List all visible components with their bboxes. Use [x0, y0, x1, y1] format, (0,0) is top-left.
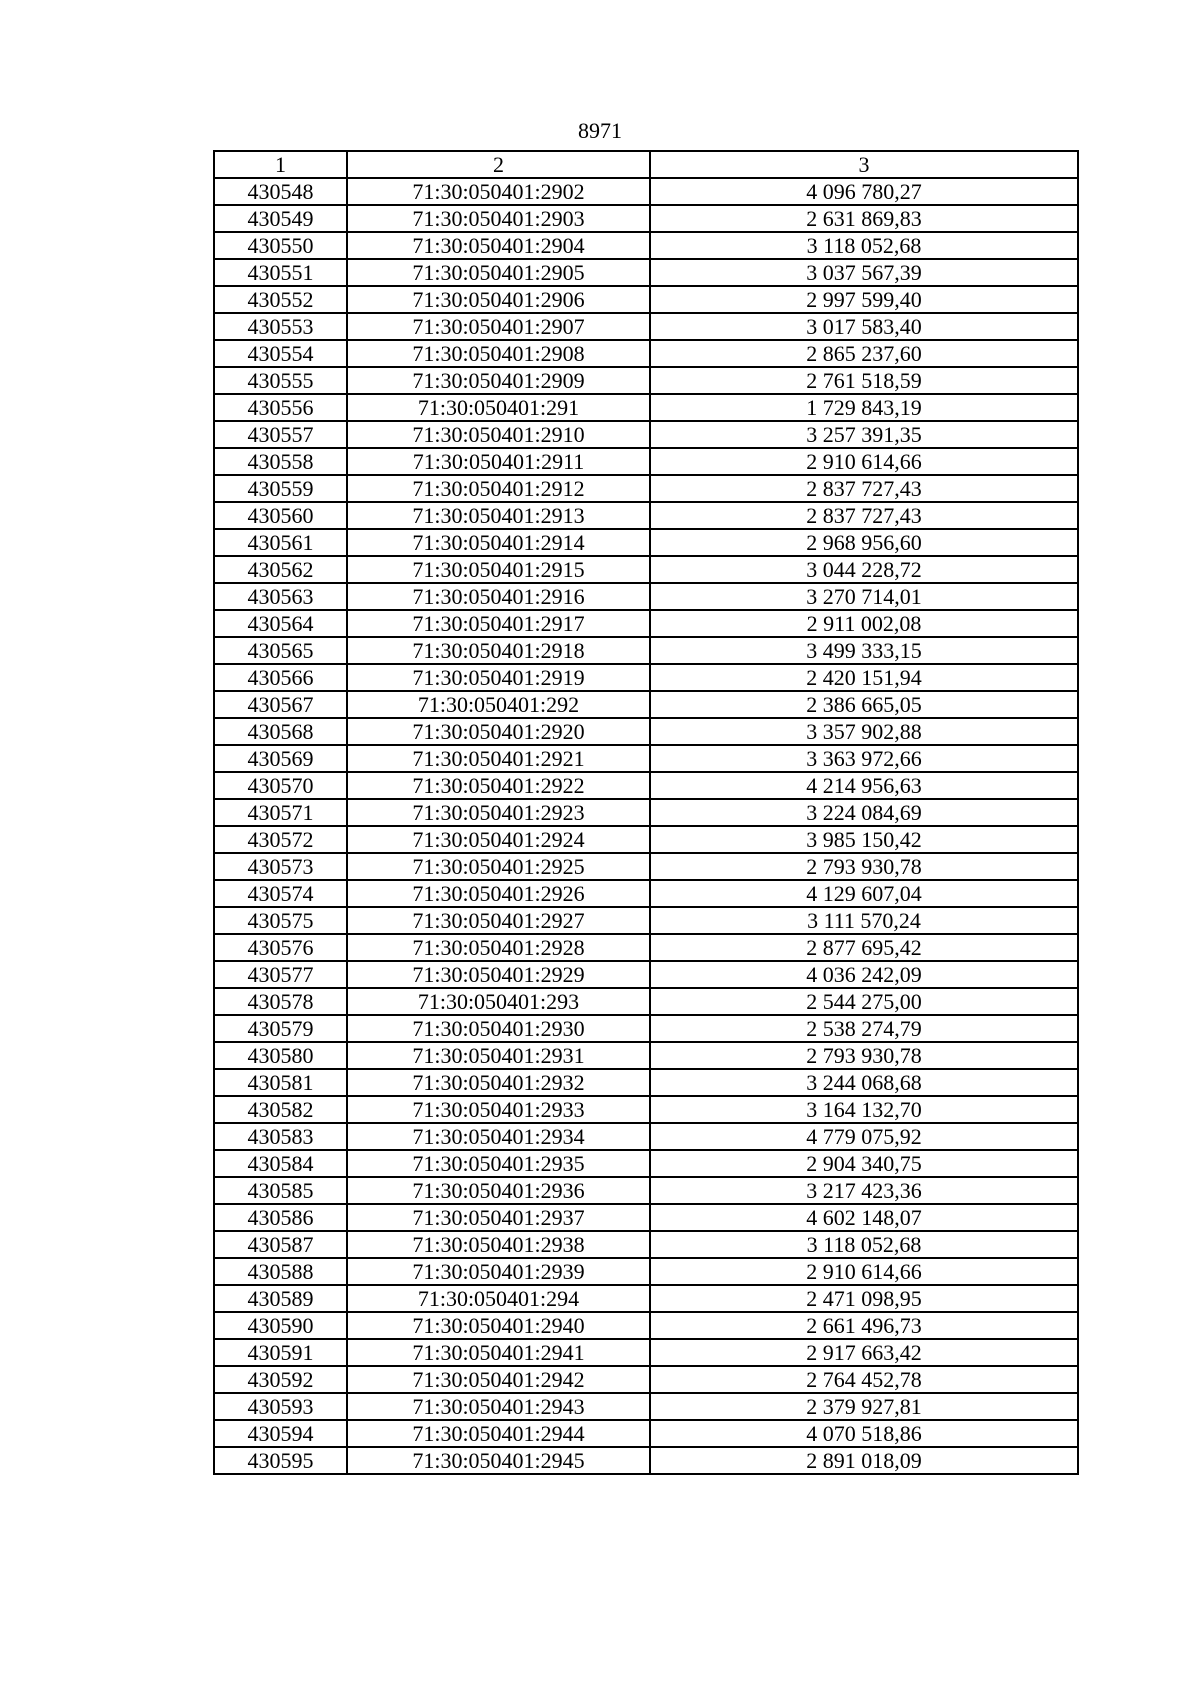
- value-cell: 4 070 518,86: [650, 1420, 1078, 1447]
- value-cell: 2 917 663,42: [650, 1339, 1078, 1366]
- table-row: [214, 259, 1078, 286]
- table-row: [214, 1231, 1078, 1258]
- cadastral-number-cell: 71:30:050401:2921: [347, 745, 650, 772]
- table-row: [214, 826, 1078, 853]
- table-row: [214, 1150, 1078, 1177]
- cadastral-number-cell: 71:30:050401:2944: [347, 1420, 650, 1447]
- table-row: [214, 1258, 1078, 1285]
- value-cell: 2 910 614,66: [650, 1258, 1078, 1285]
- cadastral-number-cell: 71:30:050401:2936: [347, 1177, 650, 1204]
- cadastral-number-cell: 71:30:050401:2930: [347, 1015, 650, 1042]
- row-number-cell: 430580: [214, 1042, 347, 1069]
- table-row: [214, 367, 1078, 394]
- value-cell: 2 761 518,59: [650, 367, 1078, 394]
- cadastral-number-cell: 71:30:050401:2935: [347, 1150, 650, 1177]
- value-cell: 2 837 727,43: [650, 475, 1078, 502]
- table-row: [214, 1204, 1078, 1231]
- cadastral-number-cell: 71:30:050401:2942: [347, 1366, 650, 1393]
- value-cell: 3 985 150,42: [650, 826, 1078, 853]
- row-number-cell: 430560: [214, 502, 347, 529]
- value-cell: 3 118 052,68: [650, 232, 1078, 259]
- table-row: [214, 448, 1078, 475]
- table-row: [214, 583, 1078, 610]
- cadastral-number-cell: 71:30:050401:293: [347, 988, 650, 1015]
- cadastral-number-cell: 71:30:050401:2929: [347, 961, 650, 988]
- row-number-cell: 430589: [214, 1285, 347, 1312]
- table-row: [214, 664, 1078, 691]
- row-number-cell: 430565: [214, 637, 347, 664]
- table-row: [214, 988, 1078, 1015]
- value-cell: 3 499 333,15: [650, 637, 1078, 664]
- column-header-3: 3: [650, 151, 1078, 178]
- cadastral-number-cell: 71:30:050401:2927: [347, 907, 650, 934]
- page-number: 8971: [578, 118, 622, 143]
- cadastral-number-cell: 71:30:050401:291: [347, 394, 650, 421]
- value-cell: 2 544 275,00: [650, 988, 1078, 1015]
- cadastral-number-cell: 71:30:050401:2916: [347, 583, 650, 610]
- table-row: [214, 1042, 1078, 1069]
- table-row: [214, 340, 1078, 367]
- row-number-cell: 430575: [214, 907, 347, 934]
- value-cell: 2 891 018,09: [650, 1447, 1078, 1474]
- value-cell: 2 877 695,42: [650, 934, 1078, 961]
- row-number-cell: 430587: [214, 1231, 347, 1258]
- cadastral-number-cell: 71:30:050401:2910: [347, 421, 650, 448]
- cadastral-number-cell: 71:30:050401:2941: [347, 1339, 650, 1366]
- cadastral-number-cell: 71:30:050401:2940: [347, 1312, 650, 1339]
- table-row: [214, 421, 1078, 448]
- row-number-cell: 430549: [214, 205, 347, 232]
- table-row: [214, 1177, 1078, 1204]
- cadastral-number-cell: 71:30:050401:2919: [347, 664, 650, 691]
- table-row: [214, 1393, 1078, 1420]
- row-number-cell: 430571: [214, 799, 347, 826]
- cadastral-number-cell: 71:30:050401:2915: [347, 556, 650, 583]
- value-cell: 4 096 780,27: [650, 178, 1078, 205]
- value-cell: 3 164 132,70: [650, 1096, 1078, 1123]
- cadastral-number-cell: 71:30:050401:2906: [347, 286, 650, 313]
- table-row: [214, 1366, 1078, 1393]
- row-number-cell: 430595: [214, 1447, 347, 1474]
- value-cell: 4 214 956,63: [650, 772, 1078, 799]
- table-row: [214, 772, 1078, 799]
- row-number-cell: 430583: [214, 1123, 347, 1150]
- table-row: [214, 529, 1078, 556]
- row-number-cell: 430572: [214, 826, 347, 853]
- cadastral-number-cell: 71:30:050401:2924: [347, 826, 650, 853]
- cadastral-number-cell: 71:30:050401:2939: [347, 1258, 650, 1285]
- cadastral-number-cell: 71:30:050401:2913: [347, 502, 650, 529]
- value-cell: 2 471 098,95: [650, 1285, 1078, 1312]
- row-number-cell: 430585: [214, 1177, 347, 1204]
- cadastral-number-cell: 71:30:050401:2928: [347, 934, 650, 961]
- table-row: [214, 799, 1078, 826]
- table-row: [214, 1339, 1078, 1366]
- value-cell: 3 257 391,35: [650, 421, 1078, 448]
- table-row: [214, 853, 1078, 880]
- table-row: [214, 961, 1078, 988]
- value-cell: 2 968 956,60: [650, 529, 1078, 556]
- row-number-cell: 430594: [214, 1420, 347, 1447]
- value-cell: 2 793 930,78: [650, 1042, 1078, 1069]
- cadastral-number-cell: 71:30:050401:2926: [347, 880, 650, 907]
- table-row: [214, 502, 1078, 529]
- value-cell: 2 911 002,08: [650, 610, 1078, 637]
- value-cell: 2 904 340,75: [650, 1150, 1078, 1177]
- row-number-cell: 430568: [214, 718, 347, 745]
- value-cell: 4 129 607,04: [650, 880, 1078, 907]
- cadastral-number-cell: 71:30:050401:2937: [347, 1204, 650, 1231]
- table-row: [214, 637, 1078, 664]
- value-cell: 3 118 052,68: [650, 1231, 1078, 1258]
- cadastral-number-cell: 71:30:050401:2934: [347, 1123, 650, 1150]
- row-number-cell: 430564: [214, 610, 347, 637]
- cadastral-number-cell: 71:30:050401:2911: [347, 448, 650, 475]
- table-row: [214, 907, 1078, 934]
- table-row: [214, 1447, 1078, 1474]
- cadastral-number-cell: 71:30:050401:292: [347, 691, 650, 718]
- row-number-cell: 430569: [214, 745, 347, 772]
- row-number-cell: 430581: [214, 1069, 347, 1096]
- value-cell: 4 779 075,92: [650, 1123, 1078, 1150]
- cadastral-number-cell: 71:30:050401:2922: [347, 772, 650, 799]
- row-number-cell: 430567: [214, 691, 347, 718]
- row-number-cell: 430588: [214, 1258, 347, 1285]
- table-row: [214, 1420, 1078, 1447]
- table-row: [214, 1123, 1078, 1150]
- row-number-cell: 430550: [214, 232, 347, 259]
- value-cell: 2 764 452,78: [650, 1366, 1078, 1393]
- value-cell: 3 044 228,72: [650, 556, 1078, 583]
- cadastral-number-cell: 71:30:050401:2931: [347, 1042, 650, 1069]
- table-row: [214, 934, 1078, 961]
- cadastral-number-cell: 71:30:050401:2903: [347, 205, 650, 232]
- row-number-cell: 430566: [214, 664, 347, 691]
- cadastral-number-cell: 71:30:050401:2925: [347, 853, 650, 880]
- table-row: [214, 232, 1078, 259]
- row-number-cell: 430582: [214, 1096, 347, 1123]
- value-cell: 2 538 274,79: [650, 1015, 1078, 1042]
- table-row: [214, 556, 1078, 583]
- value-cell: 4 036 242,09: [650, 961, 1078, 988]
- cadastral-table: [213, 150, 1079, 1475]
- value-cell: 3 224 084,69: [650, 799, 1078, 826]
- value-cell: 1 729 843,19: [650, 394, 1078, 421]
- value-cell: 2 793 930,78: [650, 853, 1078, 880]
- row-number-cell: 430556: [214, 394, 347, 421]
- table-row: [214, 610, 1078, 637]
- row-number-cell: 430570: [214, 772, 347, 799]
- table-row: [214, 178, 1078, 205]
- row-number-cell: 430586: [214, 1204, 347, 1231]
- cadastral-number-cell: 71:30:050401:2918: [347, 637, 650, 664]
- cadastral-number-cell: 71:30:050401:2907: [347, 313, 650, 340]
- value-cell: 3 217 423,36: [650, 1177, 1078, 1204]
- row-number-cell: 430574: [214, 880, 347, 907]
- cadastral-number-cell: 71:30:050401:2933: [347, 1096, 650, 1123]
- table-row: [214, 1096, 1078, 1123]
- row-number-cell: 430548: [214, 178, 347, 205]
- row-number-cell: 430577: [214, 961, 347, 988]
- table-row: [214, 286, 1078, 313]
- table-row: [214, 205, 1078, 232]
- table-header-row: [214, 151, 1078, 178]
- table-body: [214, 178, 1078, 1474]
- row-number-cell: 430590: [214, 1312, 347, 1339]
- cadastral-number-cell: 71:30:050401:2943: [347, 1393, 650, 1420]
- table-row: [214, 394, 1078, 421]
- row-number-cell: 430562: [214, 556, 347, 583]
- table-row: [214, 718, 1078, 745]
- value-cell: 3 363 972,66: [650, 745, 1078, 772]
- value-cell: 2 379 927,81: [650, 1393, 1078, 1420]
- cadastral-number-cell: 71:30:050401:2932: [347, 1069, 650, 1096]
- table-row: [214, 1069, 1078, 1096]
- row-number-cell: 430573: [214, 853, 347, 880]
- cadastral-number-cell: 71:30:050401:294: [347, 1285, 650, 1312]
- cadastral-number-cell: 71:30:050401:2909: [347, 367, 650, 394]
- row-number-cell: 430561: [214, 529, 347, 556]
- cadastral-number-cell: 71:30:050401:2938: [347, 1231, 650, 1258]
- cadastral-number-cell: 71:30:050401:2912: [347, 475, 650, 502]
- cadastral-number-cell: 71:30:050401:2917: [347, 610, 650, 637]
- value-cell: 3 244 068,68: [650, 1069, 1078, 1096]
- value-cell: 3 017 583,40: [650, 313, 1078, 340]
- value-cell: 3 111 570,24: [650, 907, 1078, 934]
- table-row: [214, 745, 1078, 772]
- cadastral-number-cell: 71:30:050401:2914: [347, 529, 650, 556]
- row-number-cell: 430554: [214, 340, 347, 367]
- value-cell: 3 037 567,39: [650, 259, 1078, 286]
- table-row: [214, 1312, 1078, 1339]
- row-number-cell: 430593: [214, 1393, 347, 1420]
- row-number-cell: 430584: [214, 1150, 347, 1177]
- cadastral-number-cell: 71:30:050401:2923: [347, 799, 650, 826]
- value-cell: 2 420 151,94: [650, 664, 1078, 691]
- row-number-cell: 430559: [214, 475, 347, 502]
- column-header-2: 2: [347, 151, 650, 178]
- row-number-cell: 430551: [214, 259, 347, 286]
- row-number-cell: 430553: [214, 313, 347, 340]
- table-row: [214, 313, 1078, 340]
- value-cell: 2 997 599,40: [650, 286, 1078, 313]
- row-number-cell: 430557: [214, 421, 347, 448]
- row-number-cell: 430592: [214, 1366, 347, 1393]
- value-cell: 2 837 727,43: [650, 502, 1078, 529]
- cadastral-number-cell: 71:30:050401:2905: [347, 259, 650, 286]
- row-number-cell: 430579: [214, 1015, 347, 1042]
- row-number-cell: 430563: [214, 583, 347, 610]
- value-cell: 4 602 148,07: [650, 1204, 1078, 1231]
- table-row: [214, 880, 1078, 907]
- row-number-cell: 430591: [214, 1339, 347, 1366]
- value-cell: 2 865 237,60: [650, 340, 1078, 367]
- value-cell: 2 386 665,05: [650, 691, 1078, 718]
- table-row: [214, 1015, 1078, 1042]
- cadastral-number-cell: 71:30:050401:2920: [347, 718, 650, 745]
- row-number-cell: 430558: [214, 448, 347, 475]
- cadastral-number-cell: 71:30:050401:2904: [347, 232, 650, 259]
- row-number-cell: 430552: [214, 286, 347, 313]
- row-number-cell: 430576: [214, 934, 347, 961]
- table-row: [214, 691, 1078, 718]
- cadastral-number-cell: 71:30:050401:2902: [347, 178, 650, 205]
- value-cell: 3 270 714,01: [650, 583, 1078, 610]
- cadastral-number-cell: 71:30:050401:2908: [347, 340, 650, 367]
- value-cell: 3 357 902,88: [650, 718, 1078, 745]
- value-cell: 2 631 869,83: [650, 205, 1078, 232]
- value-cell: 2 910 614,66: [650, 448, 1078, 475]
- cadastral-number-cell: 71:30:050401:2945: [347, 1447, 650, 1474]
- row-number-cell: 430578: [214, 988, 347, 1015]
- table-row: [214, 475, 1078, 502]
- row-number-cell: 430555: [214, 367, 347, 394]
- column-header-1: 1: [214, 151, 347, 178]
- value-cell: 2 661 496,73: [650, 1312, 1078, 1339]
- table-row: [214, 1285, 1078, 1312]
